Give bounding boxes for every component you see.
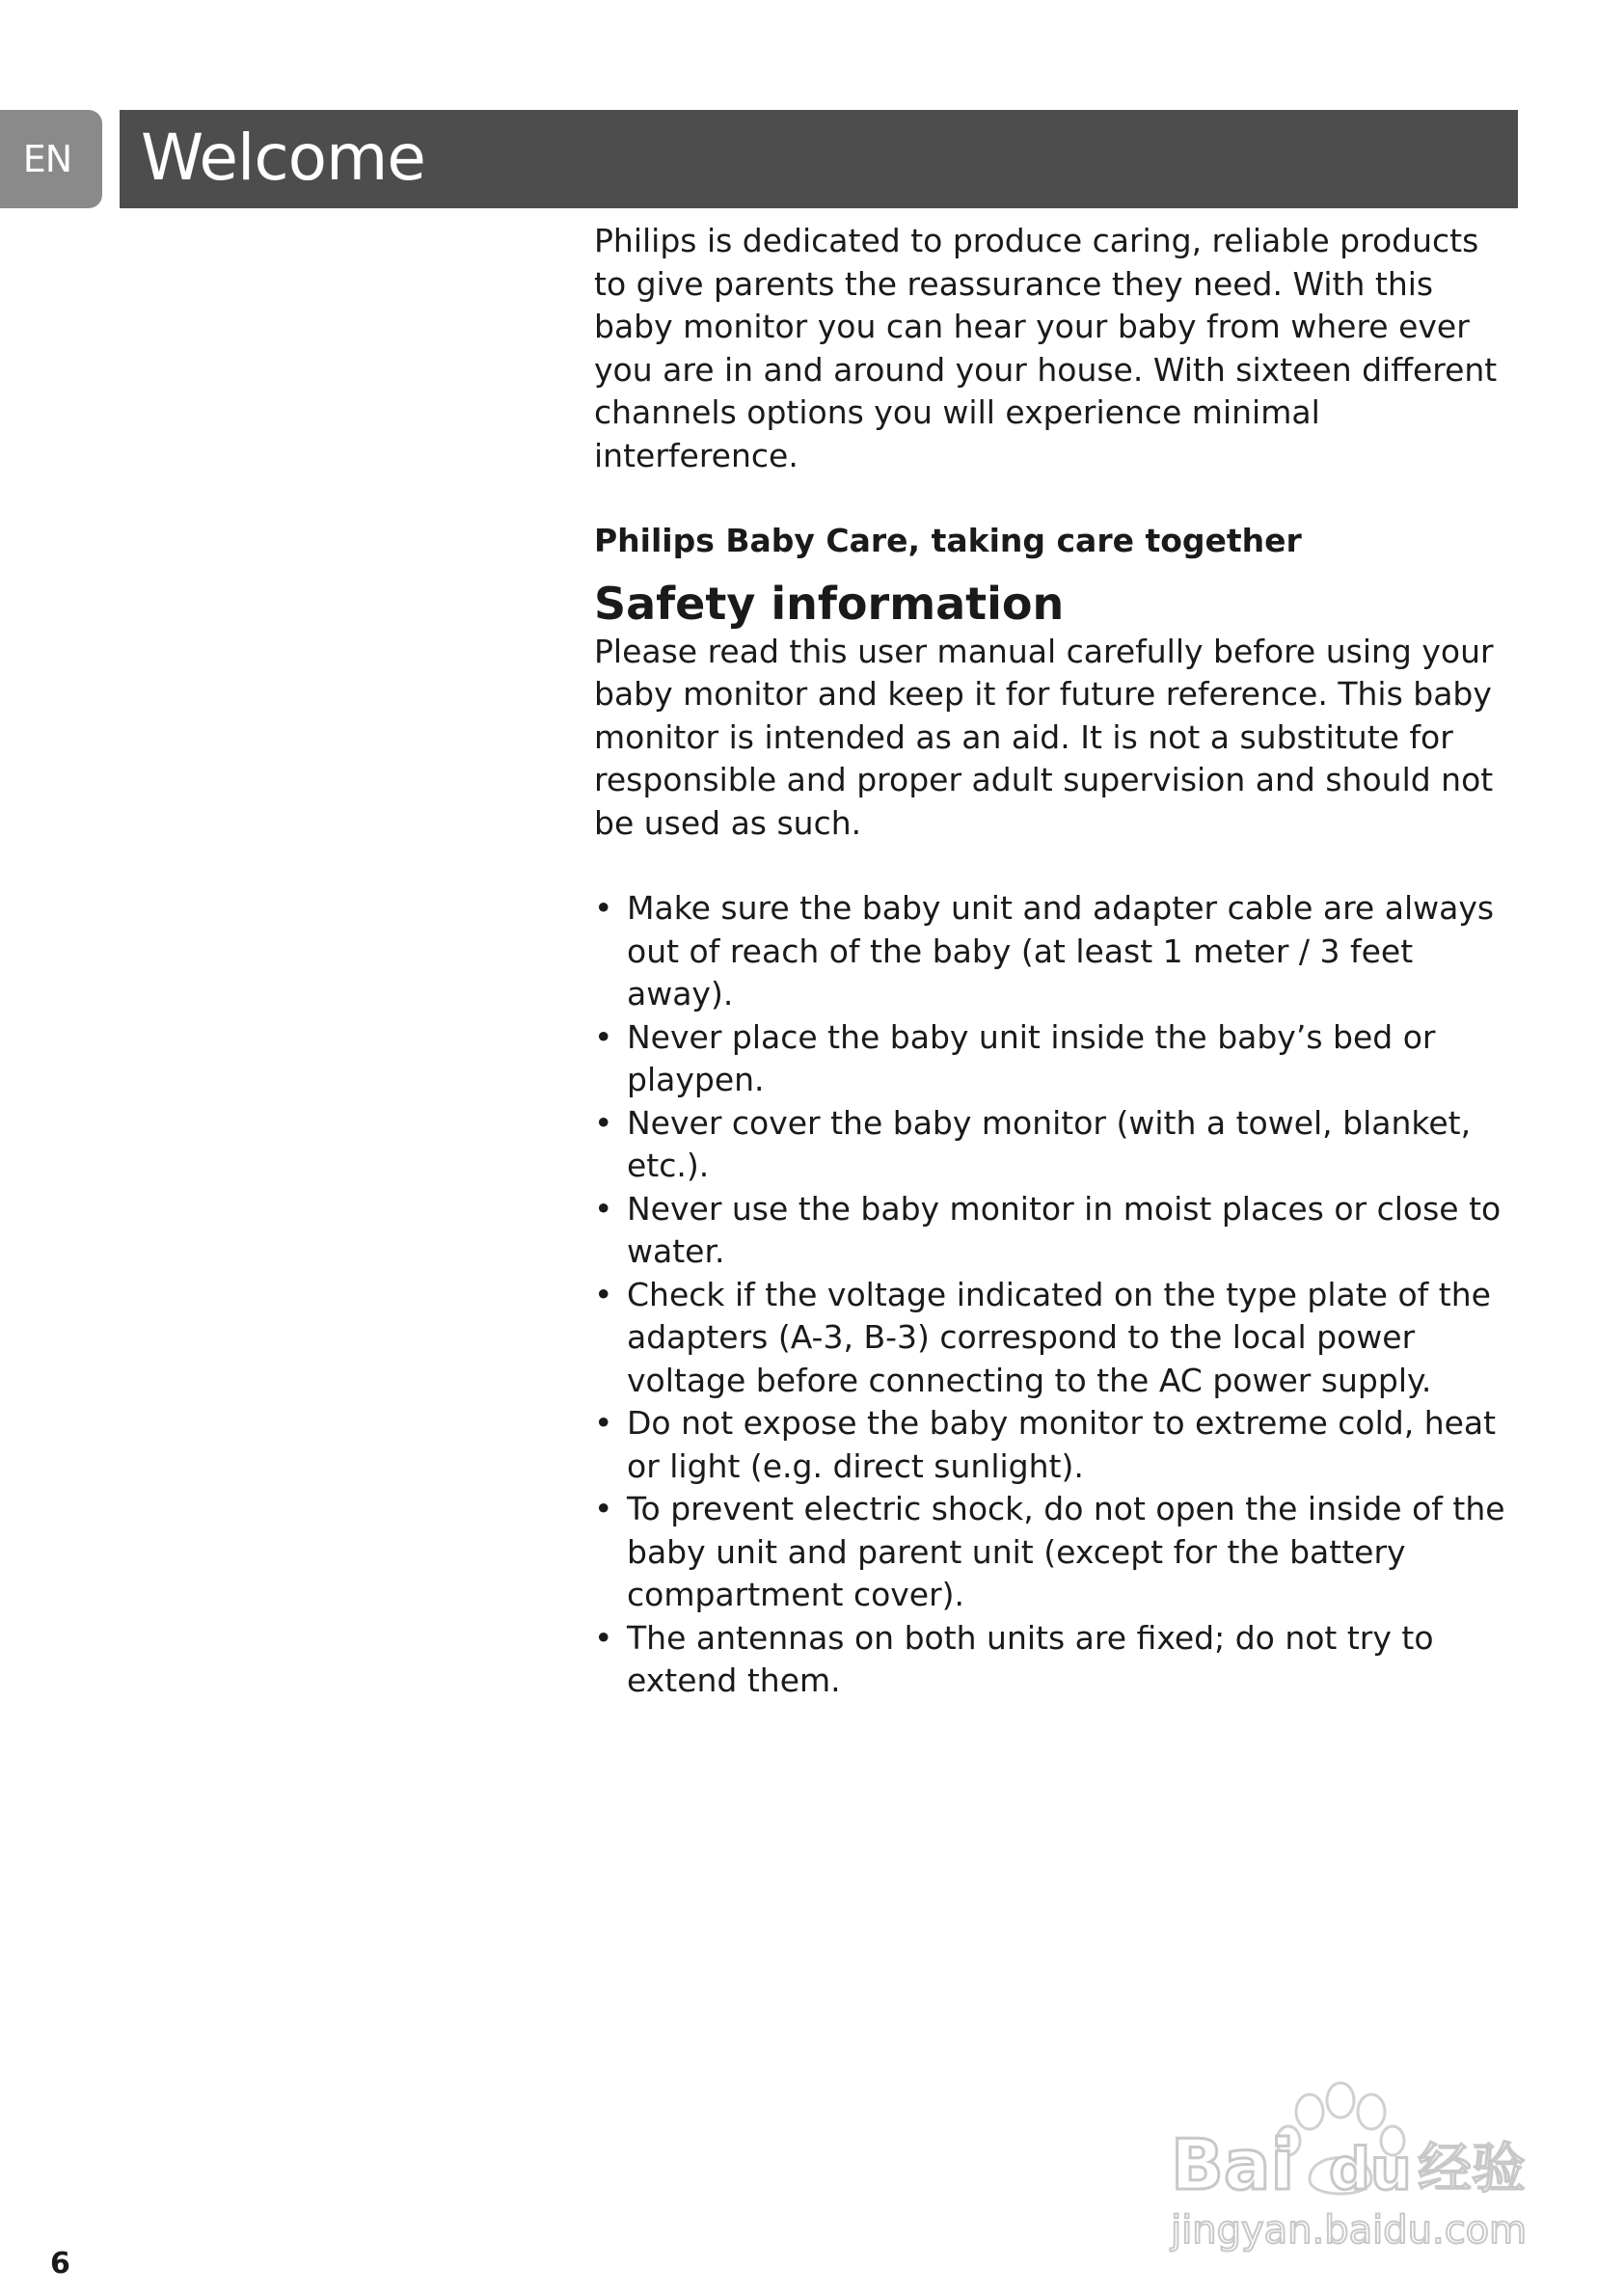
header-bar (120, 110, 1518, 208)
safety-item: • Never cover the baby monitor (with a towel, blanket, etc.). (594, 1102, 1520, 1188)
main-content (594, 220, 1520, 1703)
baidu-watermark-logo (1165, 2073, 1551, 2256)
safety-list (594, 887, 1520, 1703)
svg-text:du: du (1329, 2136, 1412, 2203)
safety-item: • Check if the voltage indicated on the type plate of the adapters (A-3, B-3) correspond to the local power voltage before connecting to the AC power supply. (594, 1274, 1520, 1403)
svg-text:经验: 经验 (1418, 2138, 1526, 2201)
welcome-tagline: Philips Baby Care, taking care together (594, 522, 1302, 559)
safety-intro: Please read this user manual carefully before using your baby monitor and keep it for future reference. This baby monitor is intended as an aid. It is not a substitute for responsible and proper adult supervision and should not be used as such. (594, 632, 1494, 842)
safety-item: • The antennas on both units are fixed; do not try to extend them. (594, 1617, 1520, 1703)
safety-item: • Do not expose the baby monitor to extreme cold, heat or light (e.g. direct sunlight). (594, 1402, 1520, 1488)
language-tab: EN (0, 110, 102, 208)
safety-title: Safety information (594, 577, 1065, 630)
svg-text:Bai: Bai (1171, 2124, 1295, 2205)
page-number: 6 (50, 2247, 70, 2281)
page-title: Welcome (141, 121, 425, 195)
safety-item: • Make sure the baby unit and adapter cable are always out of reach of the baby (at least 1 meter / 3 feet away). (594, 887, 1520, 1016)
safety-item: • Never place the baby unit inside the baby’s bed or playpen. (594, 1016, 1520, 1102)
safety-item: • To prevent electric shock, do not open the inside of the baby unit and parent unit (except for the battery compartment cover). (594, 1488, 1520, 1617)
welcome-intro: Philips is dedicated to produce caring, reliable products to give parents the reassurance they need. With this baby monitor you can hear your baby from where ever you are in and around your house. With sixteen different channels options you will experience minimal interference. (594, 222, 1498, 474)
safety-item: • Never use the baby monitor in moist places or close to water. (594, 1188, 1520, 1274)
svg-text:jingyan.baidu.com: jingyan.baidu.com (1171, 2208, 1528, 2253)
